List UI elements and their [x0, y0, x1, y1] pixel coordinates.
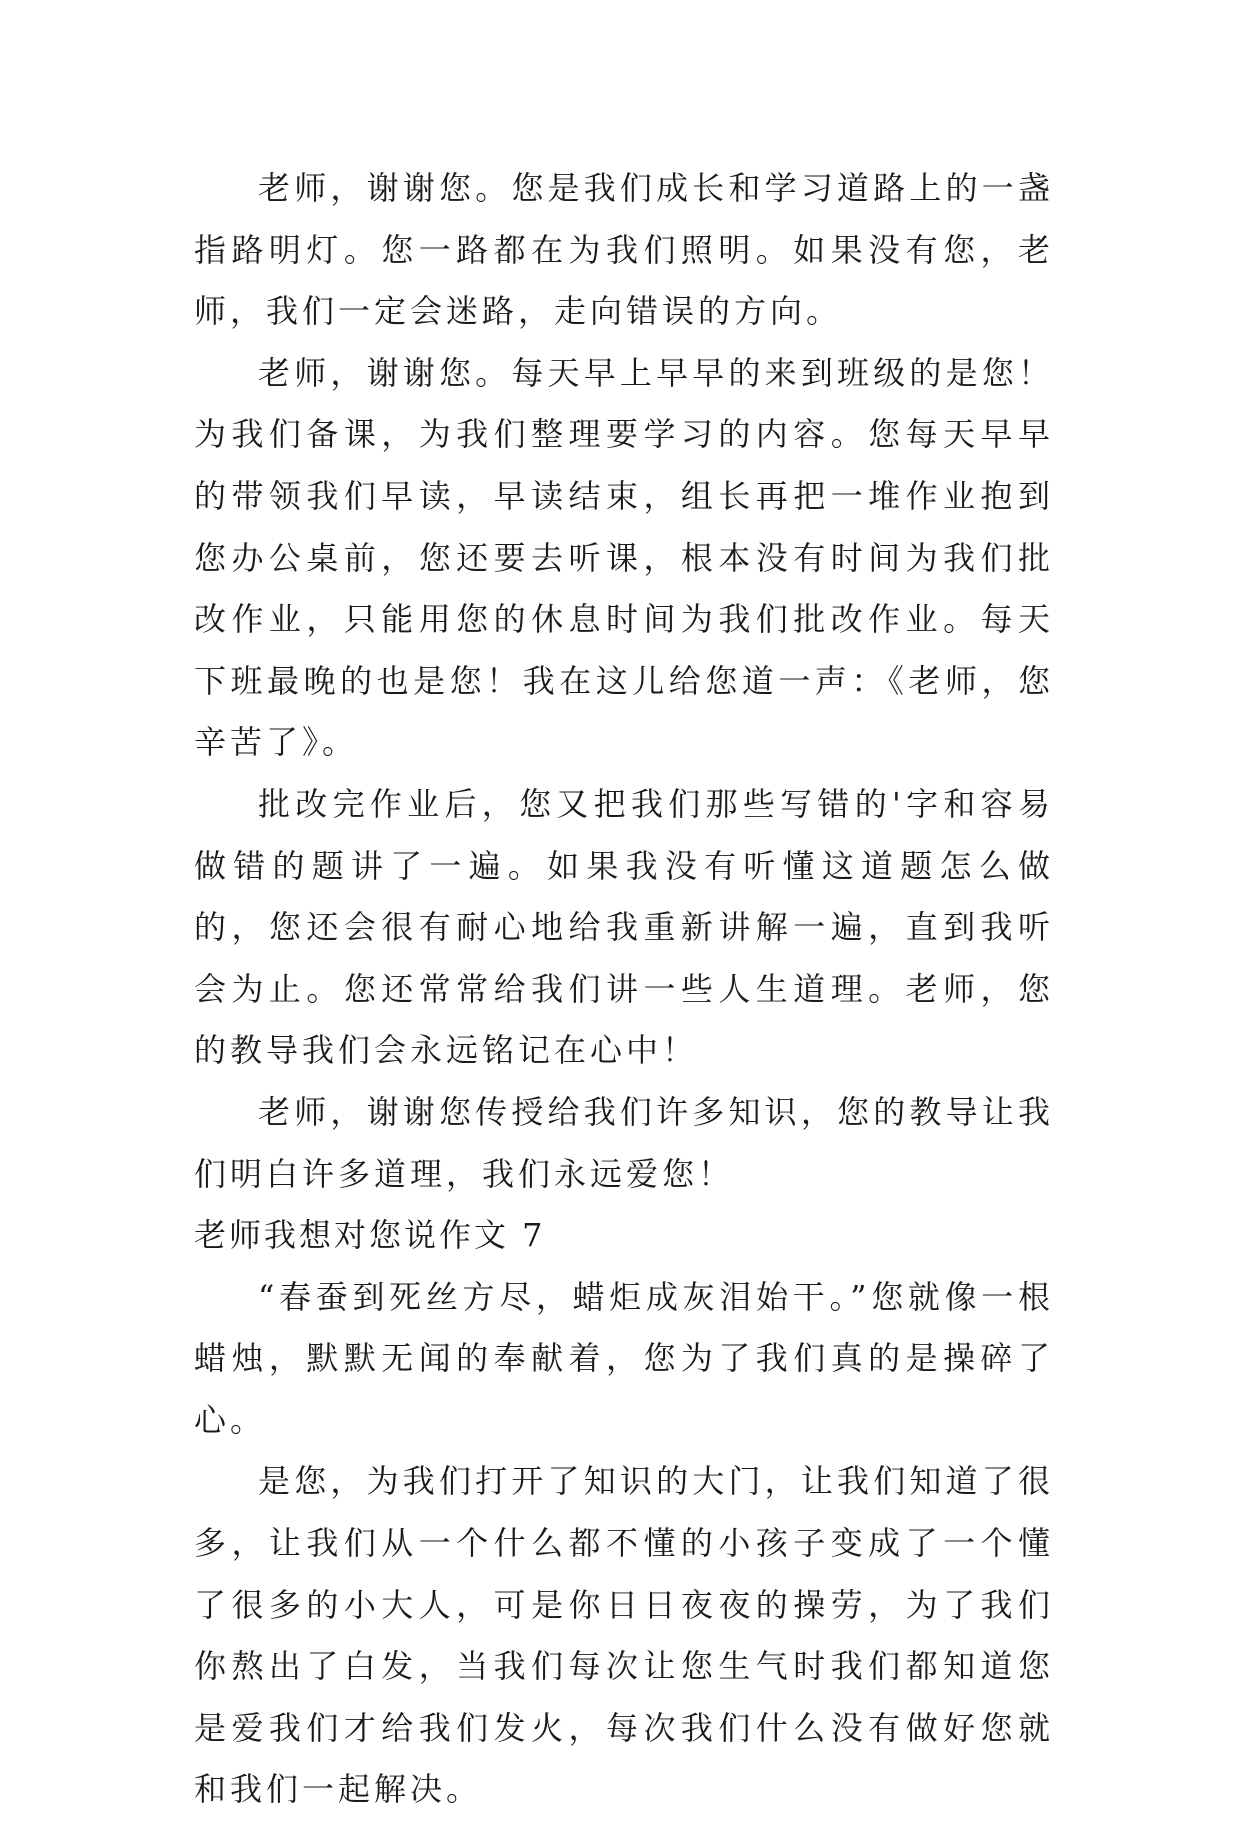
paragraph-corrections-patience: 批改完作业后，您又把我们那些写错的'字和容易做错的题讲了一遍。如果我没有听懂这道题怎么做的，您还会很有耐心地给我重新讲解一遍，直到我听会为止。您还常常给我们讲一些人生道理。老师，您的教导我们会永远铭记在心中！ — [194, 784, 1054, 1070]
paragraph-thanks-guiding-light: 老师，谢谢您。您是我们成长和学习道路上的一盏指路明灯。您一路都在为我们照明。如果没有您，老师，我们一定会迷路，走向错误的方向。 — [194, 169, 1054, 331]
essay-heading-7: 老师我想对您说作文 7 — [194, 1216, 546, 1255]
paragraph-opened-door-of-knowledge: 是您，为我们打开了知识的大门，让我们知道了很多，让我们从一个什么都不懂的小孩子变成了一个懂了很多的小大人，可是你日日夜夜的操劳，为了我们你熬出了白发，当我们每次让您生气时我们都知道您是爱我们才给我们发火，每次我们什么没有做好您就和我们一起解决。 — [194, 1462, 1054, 1809]
paragraph-thanks-daily-work: 老师，谢谢您。每天早上早早的来到班级的是您！为我们备课，为我们整理要学习的内容。您每天早早的带领我们早读，早读结束，组长再把一堆作业抱到您办公桌前，您还要去听课，根本没有时间为我们批改作业，只能用您的休息时间为我们批改作业。每天下班最晚的也是您！我在这儿给您道一声：《老师，您辛苦了》。 — [194, 353, 1054, 762]
document-body — [194, 158, 1054, 1821]
paragraph-thanks-knowledge: 老师，谢谢您传授给我们许多知识，您的教导让我们明白许多道理，我们永远爱您！ — [194, 1092, 1054, 1193]
paragraph-candle-poem: “春蚕到死丝方尽，蜡炬成灰泪始干。”您就像一根蜡烛，默默无闻的奉献着，您为了我们真的是操碎了心。 — [194, 1277, 1054, 1439]
